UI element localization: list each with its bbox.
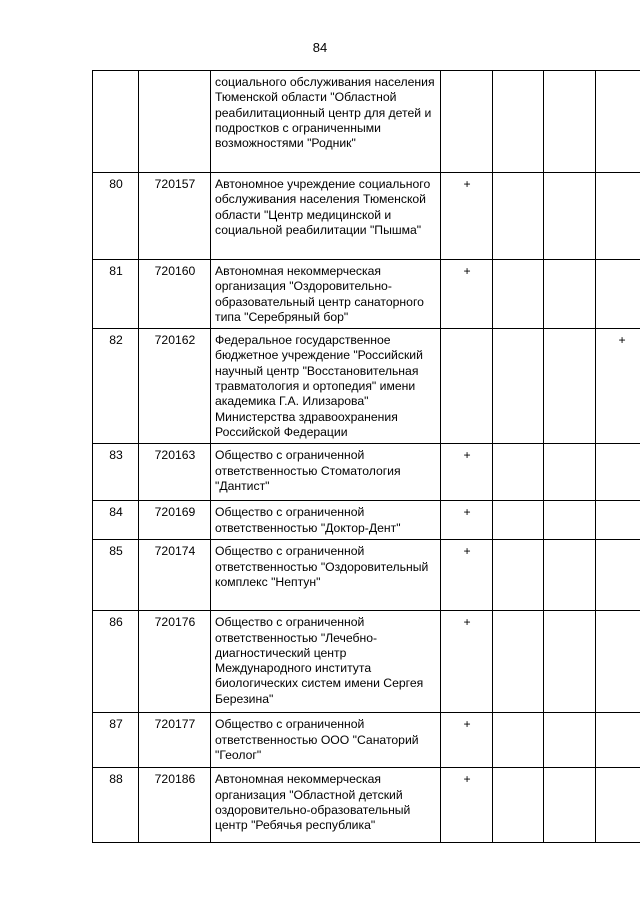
mark-cell-3 (544, 611, 596, 713)
row-number-cell: 87 (93, 713, 139, 768)
mark-cell-2 (493, 329, 544, 444)
row-number-cell: 80 (93, 173, 139, 260)
mark-cell-4 (596, 260, 640, 329)
organization-name-cell: Общество с ограниченной ответственностью "Лечебно-диагностический центр Международного института биологических систем имени Сергея Березина" (211, 611, 441, 713)
table-row (93, 501, 640, 540)
mark-cell-3 (544, 501, 596, 540)
mark-cell-3 (544, 444, 596, 501)
registry-code-cell: 720169 (139, 501, 211, 540)
mark-cell-2 (493, 444, 544, 501)
mark-cell-2 (493, 611, 544, 713)
row-number-cell: 83 (93, 444, 139, 501)
table-body (93, 71, 640, 843)
organization-name-cell: Общество с ограниченной ответственностью ООО "Санаторий "Геолог" (211, 713, 441, 768)
mark-cell-4 (596, 768, 640, 843)
registry-code-cell: 720157 (139, 173, 211, 260)
mark-cell-2 (493, 768, 544, 843)
row-number-cell: 84 (93, 501, 139, 540)
registry-code-cell: 720186 (139, 768, 211, 843)
organization-name-cell: Федеральное государственное бюджетное учреждение "Российский научный центр "Восстановительная травматология и ортопедия" имени академика Г.А. Илизарова" Министерства здравоохранения Российской Федерации (211, 329, 441, 444)
row-number-cell: 88 (93, 768, 139, 843)
mark-cell-3 (544, 768, 596, 843)
registry-code-cell: 720174 (139, 540, 211, 611)
organization-name-cell: Общество с ограниченной ответственностью "Оздоровительный комплекс "Нептун" (211, 540, 441, 611)
row-number-cell: 82 (93, 329, 139, 444)
registry-code-cell: 720163 (139, 444, 211, 501)
table-row (93, 329, 640, 444)
mark-cell-2 (493, 501, 544, 540)
organization-name-cell: Автономная некоммерческая организация "Областной детский оздоровительно-образовательный центр "Ребячья республика" (211, 768, 441, 843)
mark-cell-4: + (596, 329, 640, 444)
mark-cell-4 (596, 173, 640, 260)
table-row (93, 611, 640, 713)
mark-cell-1: + (441, 713, 493, 768)
organization-name-cell: Автономное учреждение социального обслуживания населения Тюменской области "Центр медицинской и социальной реабилитации "Пышма" (211, 173, 441, 260)
mark-cell-4 (596, 444, 640, 501)
organizations-table (92, 70, 640, 843)
row-number-cell: 85 (93, 540, 139, 611)
mark-cell-3 (544, 329, 596, 444)
registry-code-cell: 720160 (139, 260, 211, 329)
mark-cell-1: + (441, 768, 493, 843)
mark-cell-4 (596, 540, 640, 611)
row-number-cell (93, 71, 139, 173)
organization-name-cell: Автономная некоммерческая организация "Оздоровительно-образовательный центр санаторного типа "Серебряный бор" (211, 260, 441, 329)
mark-cell-1: + (441, 173, 493, 260)
organization-name-cell: Общество с ограниченной ответственностью "Доктор-Дент" (211, 501, 441, 540)
registry-code-cell (139, 71, 211, 173)
table-row (93, 173, 640, 260)
table-row (93, 71, 640, 173)
mark-cell-3 (544, 540, 596, 611)
mark-cell-1: + (441, 260, 493, 329)
table-row (93, 260, 640, 329)
mark-cell-1 (441, 329, 493, 444)
row-number-cell: 86 (93, 611, 139, 713)
mark-cell-2 (493, 173, 544, 260)
mark-cell-1 (441, 71, 493, 173)
mark-cell-1: + (441, 540, 493, 611)
registry-code-cell: 720162 (139, 329, 211, 444)
page-number: 84 (312, 40, 328, 55)
table-row (93, 713, 640, 768)
mark-cell-3 (544, 71, 596, 173)
mark-cell-1: + (441, 611, 493, 713)
mark-cell-2 (493, 71, 544, 173)
organization-name-cell: Общество с ограниченной ответственностью Стоматология "Дантист" (211, 444, 441, 501)
table-row (93, 768, 640, 843)
organization-name-cell: социального обслуживания населения Тюменской области "Областной реабилитационный центр для детей и подростков с ограниченными возможностями "Родник" (211, 71, 441, 173)
table-row (93, 444, 640, 501)
mark-cell-3 (544, 713, 596, 768)
row-number-cell: 81 (93, 260, 139, 329)
mark-cell-4 (596, 71, 640, 173)
table-row (93, 540, 640, 611)
mark-cell-3 (544, 173, 596, 260)
mark-cell-4 (596, 611, 640, 713)
mark-cell-2 (493, 540, 544, 611)
mark-cell-4 (596, 501, 640, 540)
mark-cell-1: + (441, 501, 493, 540)
registry-code-cell: 720177 (139, 713, 211, 768)
mark-cell-2 (493, 260, 544, 329)
mark-cell-2 (493, 713, 544, 768)
registry-code-cell: 720176 (139, 611, 211, 713)
mark-cell-4 (596, 713, 640, 768)
mark-cell-1: + (441, 444, 493, 501)
mark-cell-3 (544, 260, 596, 329)
